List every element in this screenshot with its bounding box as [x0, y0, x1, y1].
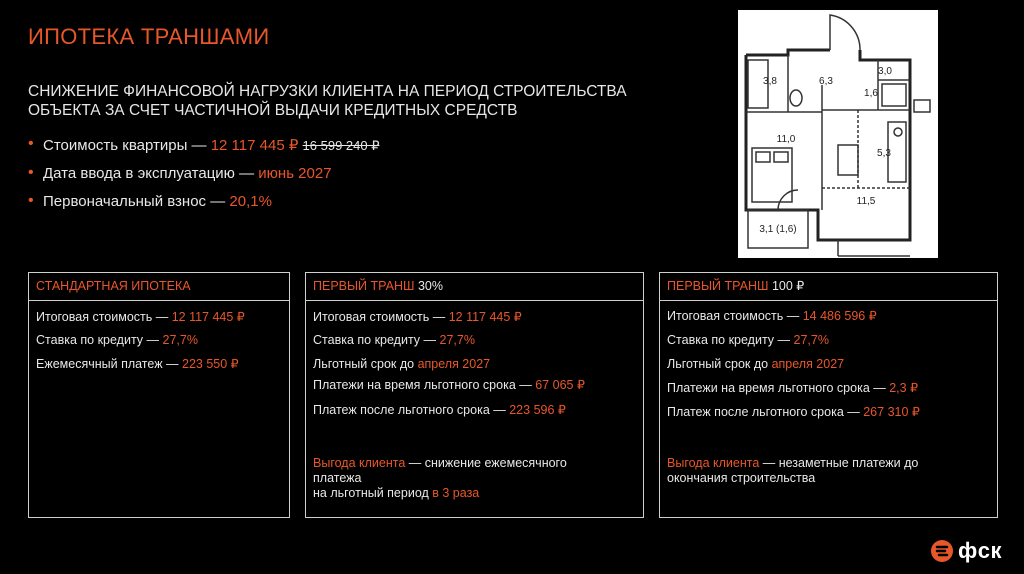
subtitle-line-1: СНИЖЕНИЕ ФИНАНСОВОЙ НАГРУЗКИ КЛИЕНТА НА ПЕРИОД СТРОИТЕЛЬСТВА	[28, 83, 627, 100]
row-label: Платеж после льготного срока —	[667, 405, 864, 419]
row-value: 2,3 ₽	[889, 381, 919, 395]
card-row	[667, 380, 918, 395]
card-first-tranche-100	[659, 272, 998, 518]
row-label: Льготный срок до	[313, 357, 418, 371]
bullet-commissioning-date	[28, 165, 380, 182]
row-label: Ставка по кредиту —	[313, 333, 440, 347]
row-value: 27,7%	[439, 333, 475, 347]
old-price: 16 599 240 ₽	[302, 138, 380, 153]
row-value: 223 550 ₽	[182, 357, 239, 371]
fsk-logo-icon	[930, 539, 954, 563]
client-benefit-note	[313, 456, 567, 501]
row-value: 267 310 ₽	[863, 405, 920, 419]
floor-plan-drawing	[738, 10, 938, 258]
room-area-label: 11,0	[776, 134, 796, 145]
bullet-down-payment	[28, 193, 380, 210]
card-row	[313, 377, 585, 392]
bullet-value: 20,1%	[229, 193, 272, 210]
row-label: Ставка по кредиту —	[667, 333, 794, 347]
row-label: Платежи на время льготного срока —	[313, 378, 536, 392]
benefit-label: Выгода клиента	[313, 456, 406, 470]
row-value: 67 065 ₽	[535, 378, 585, 392]
row-value: 12 117 445 ₽	[171, 310, 245, 324]
benefit-text: на льготный период	[313, 486, 433, 500]
card-row	[36, 309, 245, 324]
fsk-logo	[930, 538, 1002, 564]
card-header-accent: ПЕРВЫЙ ТРАНШ	[313, 279, 415, 293]
row-label: Итоговая стоимость —	[313, 310, 449, 324]
card-header-rest: 30%	[414, 279, 443, 293]
card-row	[36, 356, 239, 371]
key-facts-list	[28, 136, 380, 221]
room-area-label: 3,8	[763, 76, 777, 87]
card-standard-mortgage	[28, 272, 290, 518]
row-value: 27,7%	[793, 333, 829, 347]
bullet-apartment-price	[28, 136, 380, 154]
card-row	[667, 333, 829, 347]
benefit-label: Выгода клиента	[667, 456, 760, 470]
card-header	[660, 273, 997, 301]
room-area-label: 6,3	[819, 76, 833, 87]
bullet-dot-icon: •	[28, 192, 34, 209]
card-first-tranche-30	[305, 272, 644, 518]
card-header	[306, 273, 643, 301]
row-label: Ежемесячный платеж —	[36, 357, 183, 371]
bullet-label: Дата ввода в эксплуатацию —	[43, 165, 259, 182]
card-row	[667, 404, 920, 419]
room-area-label: 5,3	[877, 148, 891, 159]
row-value: 223 596 ₽	[509, 403, 566, 417]
floor-plan	[738, 10, 938, 258]
row-label: Льготный срок до	[667, 357, 772, 371]
row-value: апреля 2027	[417, 357, 491, 371]
room-area-label: 3,1 (1,6)	[759, 224, 797, 235]
subtitle-line-2: ОБЪЕКТА ЗА СЧЕТ ЧАСТИЧНОЙ ВЫДАЧИ КРЕДИТНЫХ СРЕДСТВ	[28, 102, 518, 119]
room-area-label: 1,6	[864, 88, 878, 99]
row-label: Итоговая стоимость —	[667, 309, 803, 323]
card-header-accent: СТАНДАРТНАЯ ИПОТЕКА	[36, 279, 191, 293]
page-title: ИПОТЕКА ТРАНШАМИ	[28, 24, 270, 49]
benefit-text: платежа	[313, 471, 362, 485]
card-header	[29, 273, 289, 301]
bullet-value: 12 117 445 ₽	[210, 137, 299, 154]
row-value: 12 117 445 ₽	[448, 310, 522, 324]
row-value: 27,7%	[162, 333, 198, 347]
bullet-dot-icon: •	[28, 164, 34, 181]
card-header-accent: ПЕРВЫЙ ТРАНШ	[667, 279, 769, 293]
bullet-value: июнь 2027	[258, 165, 332, 182]
card-row	[667, 357, 844, 371]
card-row	[667, 308, 877, 323]
benefit-value: в 3 раза	[432, 486, 480, 500]
row-label: Итоговая стоимость —	[36, 310, 172, 324]
page-subtitle	[28, 82, 708, 120]
fsk-logo-text: фск	[958, 538, 1002, 563]
bullet-label: Стоимость квартиры —	[43, 137, 211, 154]
row-label: Ставка по кредиту —	[36, 333, 163, 347]
card-row	[36, 333, 198, 347]
card-header-rest: 100 ₽	[768, 279, 805, 293]
card-row	[313, 333, 475, 347]
row-label: Платежи на время льготного срока —	[667, 381, 890, 395]
card-row	[313, 309, 522, 324]
benefit-text: окончания строительства	[667, 471, 816, 485]
row-value: апреля 2027	[771, 357, 845, 371]
card-row	[313, 357, 490, 371]
row-value: 14 486 596 ₽	[802, 309, 877, 323]
row-label: Платеж после льготного срока —	[313, 403, 510, 417]
card-row	[313, 402, 566, 417]
benefit-text: — снижение ежемесячного	[405, 456, 567, 470]
bullet-dot-icon: •	[28, 135, 34, 152]
room-area-label: 3,0	[878, 66, 892, 77]
room-area-label: 11,5	[856, 196, 876, 207]
bullet-label: Первоначальный взнос —	[43, 193, 230, 210]
benefit-text: — незаметные платежи до	[759, 456, 919, 470]
client-benefit-note	[667, 456, 918, 486]
